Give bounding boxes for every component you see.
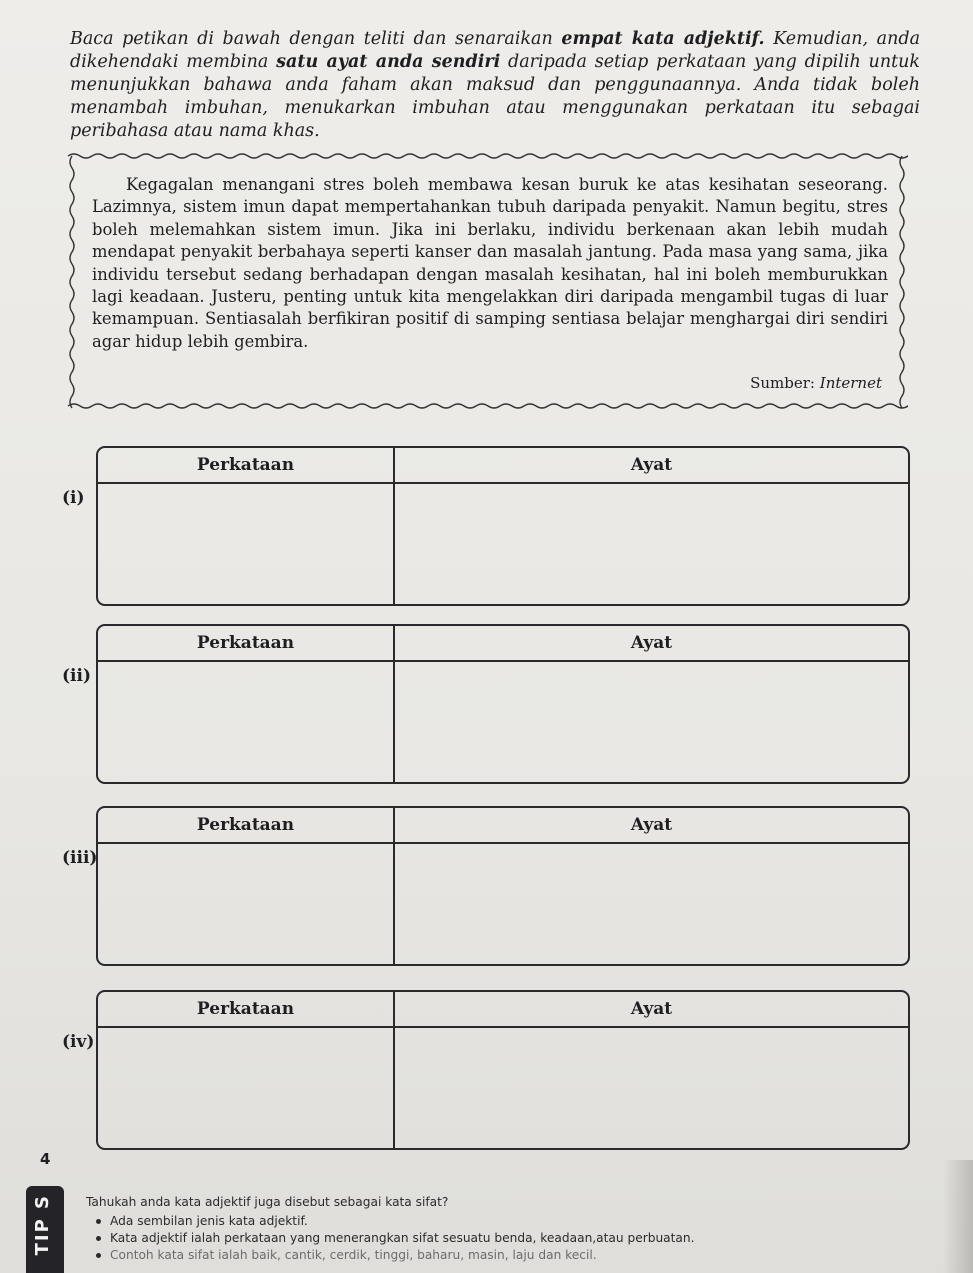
instruction-part2: Kemudian, anda dikehendaki membina	[70, 29, 920, 72]
ayat-answer-field[interactable]	[395, 1028, 908, 1148]
tip-tab-label: TIP S	[32, 1194, 53, 1256]
answer-number: (iii)	[62, 848, 98, 868]
answer-block-2	[40, 624, 920, 789]
tip-tab	[26, 1186, 64, 1273]
passage-source	[750, 374, 882, 392]
instruction-text	[70, 28, 920, 143]
perkataan-answer-field[interactable]	[98, 662, 395, 782]
instruction-bold-adjectives: empat kata adjektif.	[561, 29, 765, 49]
passage-text	[92, 174, 888, 353]
header-ayat: Ayat	[395, 808, 908, 844]
header-perkataan: Perkataan	[98, 448, 395, 484]
header-ayat: Ayat	[395, 626, 908, 662]
ayat-answer-field[interactable]	[395, 662, 908, 782]
answer-block-1	[40, 446, 920, 611]
instruction-bold-own-sentence: satu ayat anda sendiri	[276, 52, 501, 72]
answer-block-3	[40, 806, 920, 971]
instruction-part3: daripada setiap perkataan yang dipilih untuk menunjukkan bahawa anda faham akan maksud dan penggunaannya. Anda tidak boleh menambah imbuhan, menukarkan imbuhan atau menggunakan perkataan itu sebagai peribahasa atau nama khas.	[70, 52, 921, 141]
answer-table	[96, 446, 910, 606]
page-number: 4	[40, 1150, 51, 1168]
perkataan-answer-field[interactable]	[98, 484, 395, 604]
instruction-part1: Baca petikan di bawah dengan teliti dan senaraikan	[70, 29, 562, 49]
answer-table	[96, 990, 910, 1150]
header-perkataan: Perkataan	[98, 808, 395, 844]
passage-paragraph: Kegagalan menangani stres boleh membawa kesan buruk ke atas kesihatan seseorang. Lazimnya, sistem imun dapat mempertahankan tubuh daripada penyakit. Namun begitu, stres boleh melemahkan sistem imun. Jika ini berlaku, individu berkenaan akan lebih mudah mendapat penyakit berbahaya seperti kanser dan masalah jantung. Pada masa yang sama, jika individu tersebut sedang berhadapan dengan masalah kesihatan, hal ini boleh memburukkan lagi keadaan. Justeru, penting untuk kita mengelakkan diri daripada mengambil tugas di luar kemampuan. Sentiasalah berfikiran positif di samping sentiasa belajar menghargai diri sendiri agar hidup lebih gembira.	[92, 175, 888, 351]
tip-bullet: Kata adjektif ialah perkataan yang menerangkan sifat sesuatu benda, keadaan,atau perbuatan.	[100, 1230, 946, 1247]
tip-bullet: Ada sembilan jenis kata adjektif.	[100, 1213, 946, 1230]
tip-list	[86, 1213, 946, 1264]
ayat-answer-field[interactable]	[395, 844, 908, 964]
answer-number: (i)	[62, 488, 85, 508]
header-perkataan: Perkataan	[98, 992, 395, 1028]
header-ayat: Ayat	[395, 992, 908, 1028]
tip-question: Tahukah anda kata adjektif juga disebut sebagai kata sifat?	[86, 1195, 449, 1209]
answer-table	[96, 806, 910, 966]
header-perkataan: Perkataan	[98, 626, 395, 662]
answer-number: (ii)	[62, 666, 92, 686]
tip-bullet: Contoh kata sifat ialah baik, cantik, cerdik, tinggi, baharu, masin, laju dan kecil.	[100, 1247, 946, 1264]
answer-table	[96, 624, 910, 784]
answer-number: (iv)	[62, 1032, 95, 1052]
perkataan-answer-field[interactable]	[98, 844, 395, 964]
source-value: Internet	[819, 374, 882, 392]
ayat-answer-field[interactable]	[395, 484, 908, 604]
header-ayat: Ayat	[395, 448, 908, 484]
perkataan-answer-field[interactable]	[98, 1028, 395, 1148]
answer-block-4	[40, 990, 920, 1155]
source-label: Sumber:	[750, 374, 820, 392]
page-edge-shadow	[943, 1160, 973, 1273]
tip-box	[86, 1194, 946, 1264]
passage-box	[66, 148, 908, 416]
